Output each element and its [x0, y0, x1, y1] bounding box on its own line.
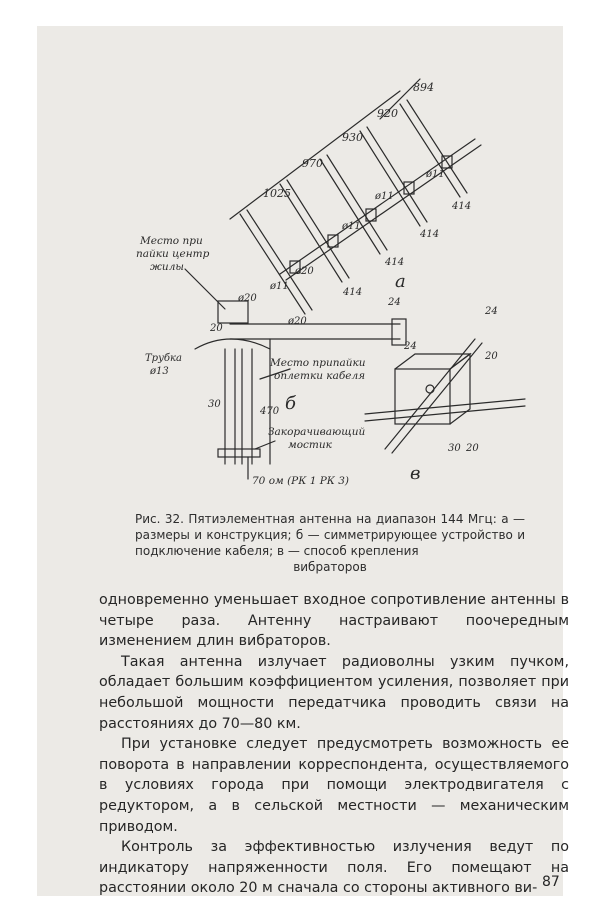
dia-label-20c: ø20	[288, 316, 307, 327]
dim-label-414a: 414	[452, 201, 472, 212]
feed-bend	[195, 339, 270, 349]
element-rod	[400, 104, 460, 197]
dim-label-24c: 24	[485, 306, 498, 317]
mount-block-side	[450, 354, 470, 424]
tube-diameter-label: ø13	[150, 366, 169, 377]
mount-hole	[426, 385, 434, 393]
solder-center-label-3: жилы	[150, 261, 184, 273]
element-rod	[247, 210, 312, 310]
dia-label-11b: ø11	[375, 191, 394, 202]
shorting-bridge-label-2: мостик	[288, 439, 332, 451]
paragraph-3: При установке следует предусмотреть возможность ее поворота в направлении корреспондента, осуществляемого в условиях города при помощи электродвигателя с редуктором, а в сельской местности — механическим приводом.	[99, 736, 569, 835]
solder-braid-label-2: оплетки кабеля	[274, 370, 366, 382]
solder-braid-label-1: Место припайки	[270, 357, 366, 369]
shorting-bridge	[218, 449, 260, 457]
dim-label-24a: 24	[388, 297, 401, 308]
solder-center-label-2: пайки центр	[136, 248, 210, 260]
shorting-bridge-label-1: Закорачивающий	[268, 426, 366, 438]
dim-label-1025: 1025	[263, 187, 291, 200]
dim-label-24b: 24	[404, 341, 417, 352]
dia-label-11d: ø11	[270, 281, 289, 292]
antenna-drawing	[130, 69, 530, 499]
leader-line	[255, 441, 275, 449]
dim-label-414d: 414	[343, 287, 363, 298]
dim-label-20b: 20	[466, 443, 479, 454]
caption-text: Рис. 32. Пятиэлементная антенна на диапазон 144 Мгц: а — размеры и конструкция; б — симметрирующее устройство и подключение кабеля; в — способ крепления	[135, 512, 525, 558]
caption-tail: вибраторов	[293, 560, 367, 574]
tube-label: Трубка	[145, 353, 182, 364]
paragraph-1: одновременно уменьшает входное сопротивление антенны в четыре раза. Антенну настраивают поочередным изменением длин вибраторов.	[99, 592, 569, 650]
panel-label-a: а	[395, 271, 406, 292]
dim-label-894: 894	[413, 81, 434, 94]
mount-rod	[385, 339, 475, 449]
page-number: 87	[542, 874, 560, 890]
panel-label-c: в	[410, 463, 421, 484]
dim-label-30a: 30	[208, 399, 221, 410]
dia-label-20b: ø20	[238, 293, 257, 304]
dim-label-414c: 414	[385, 257, 405, 268]
dim-label-414b: 414	[420, 229, 440, 240]
dim-label-20c: 20	[485, 351, 498, 362]
dim-label-470: 470	[260, 406, 280, 417]
paragraph-4: Контроль за эффективностью излучения ведут по индикатору напряженности поля. Его помещают на расстоянии около 20 м сначала со стороны активного ви-	[99, 839, 569, 897]
leader-line	[185, 269, 225, 309]
dim-label-930: 930	[342, 131, 363, 144]
dia-label-11c: ø11	[342, 221, 361, 232]
mount-rod	[365, 406, 525, 421]
mount-rod	[392, 343, 482, 453]
book-page	[37, 26, 569, 897]
mount-block-top	[395, 354, 470, 369]
body-text	[99, 590, 569, 899]
mount-rod	[365, 399, 525, 414]
figure-caption	[135, 511, 525, 575]
solder-center-label-1: Место при	[140, 235, 203, 247]
dia-label-11a: ø11	[426, 169, 445, 180]
dia-label-20a: ø20	[295, 266, 314, 277]
cable-label: 70 ом (РК 1 РК 3)	[252, 475, 350, 487]
dim-label-30b: 30	[448, 443, 461, 454]
dim-label-920: 920	[377, 107, 398, 120]
panel-label-b: б	[285, 393, 296, 414]
dim-label-970: 970	[302, 157, 323, 170]
paragraph-2: Такая антенна излучает радиоволны узким пучком, обладает большим коэффициентом усиления, позволяет при небольшой мощности передатчика проводить связи на расстояниях до 70—80 км.	[99, 653, 569, 732]
antenna-figure	[130, 69, 530, 499]
dim-label-20a: 20	[210, 323, 223, 334]
solder-box	[218, 301, 248, 323]
